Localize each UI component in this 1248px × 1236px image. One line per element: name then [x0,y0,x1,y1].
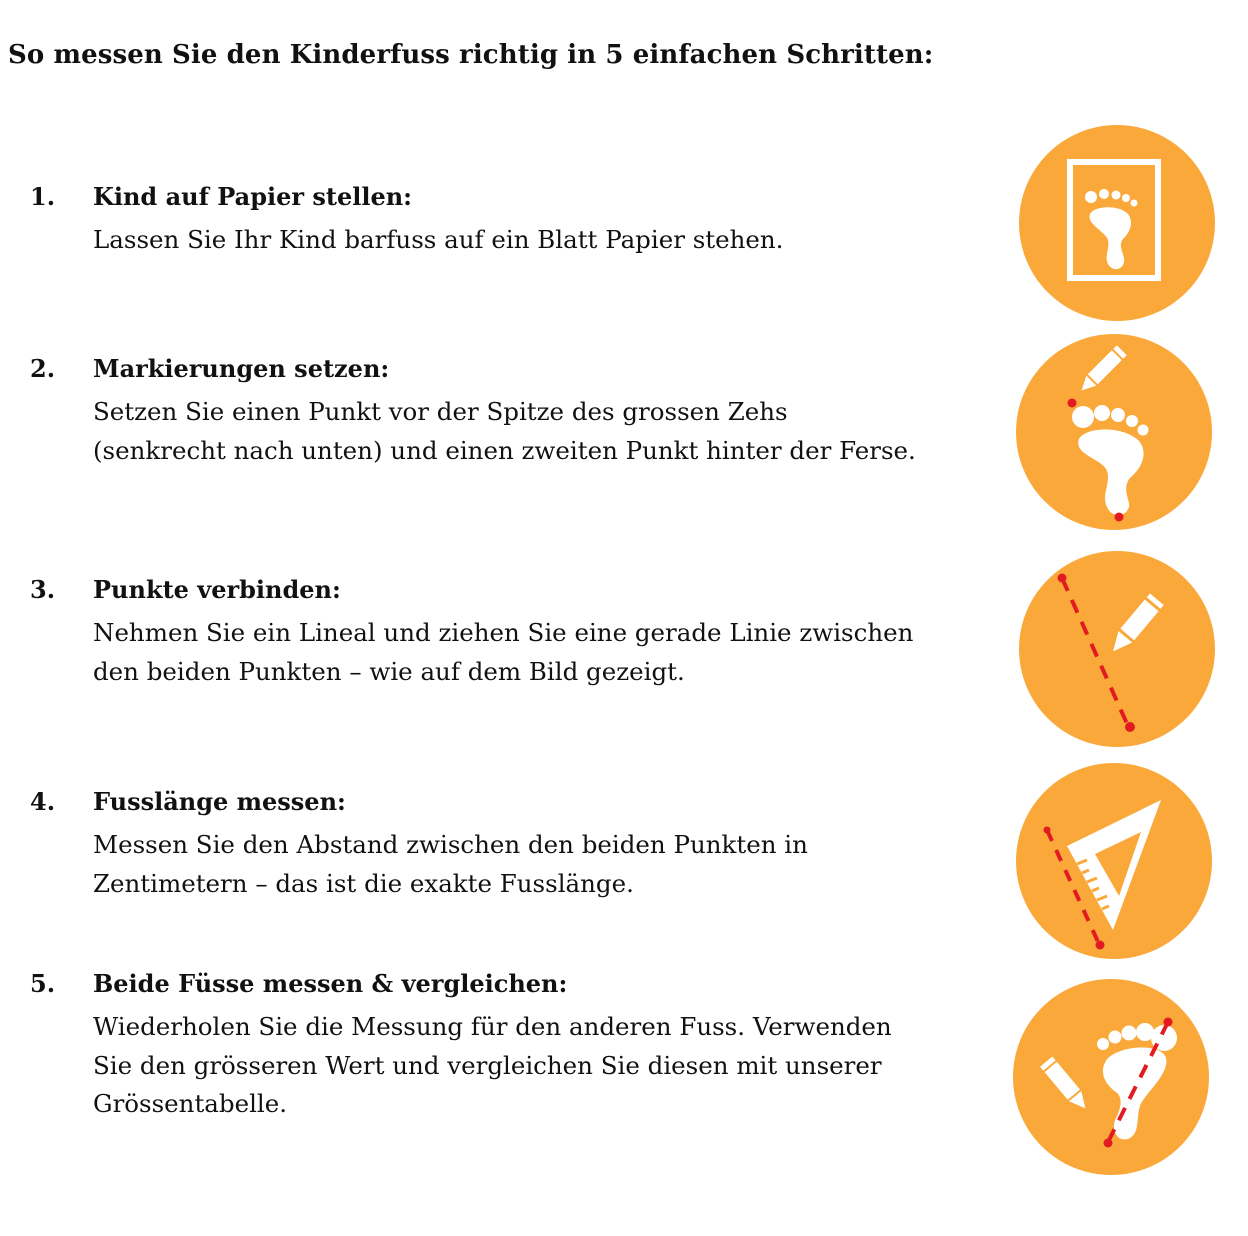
pencil-dashed-line-icon [1018,550,1216,748]
foot-with-pencil-marks-icon [1015,333,1213,531]
step-text: Lassen Sie Ihr Kind barfuss auf ein Blatt Papier stehen. [93,225,784,254]
step-text: Nehmen Sie ein Lineal und ziehen Sie eine gerade Linie zwischen den beiden Punkten – wie auf dem Bild gezeigt. [93,618,914,686]
step-heading: Fusslänge messen: [93,787,346,816]
foot-measure-pencil-icon [1012,978,1210,1176]
step-number: 5. [30,969,56,998]
step-text: Wiederholen Sie die Messung für den anderen Fuss. Verwenden Sie den grösseren Wert und vergleichen Sie diesen mit unserer Grössentabelle. [93,1012,892,1118]
step-heading: Kind auf Papier stellen: [93,182,413,211]
step-heading: Beide Füsse messen & vergleichen: [93,969,568,998]
foot-on-paper-icon [1018,124,1216,322]
step-text: Setzen Sie einen Punkt vor der Spitze des grossen Zehs (senkrecht nach unten) und einen zweiten Punkt hinter der Ferse. [93,397,916,465]
page-title: So messen Sie den Kinderfuss richtig in 5 einfachen Schritten: [8,40,934,70]
set-square-ruler-icon [1015,762,1213,960]
step-number: 3. [30,575,56,604]
step-number: 1. [30,182,56,211]
step-number: 4. [30,787,56,816]
step-heading: Markierungen setzen: [93,354,390,383]
step-text: Messen Sie den Abstand zwischen den beiden Punkten in Zentimetern – das ist die exakte Fusslänge. [93,830,808,898]
step-number: 2. [30,354,56,383]
step-heading: Punkte verbinden: [93,575,341,604]
